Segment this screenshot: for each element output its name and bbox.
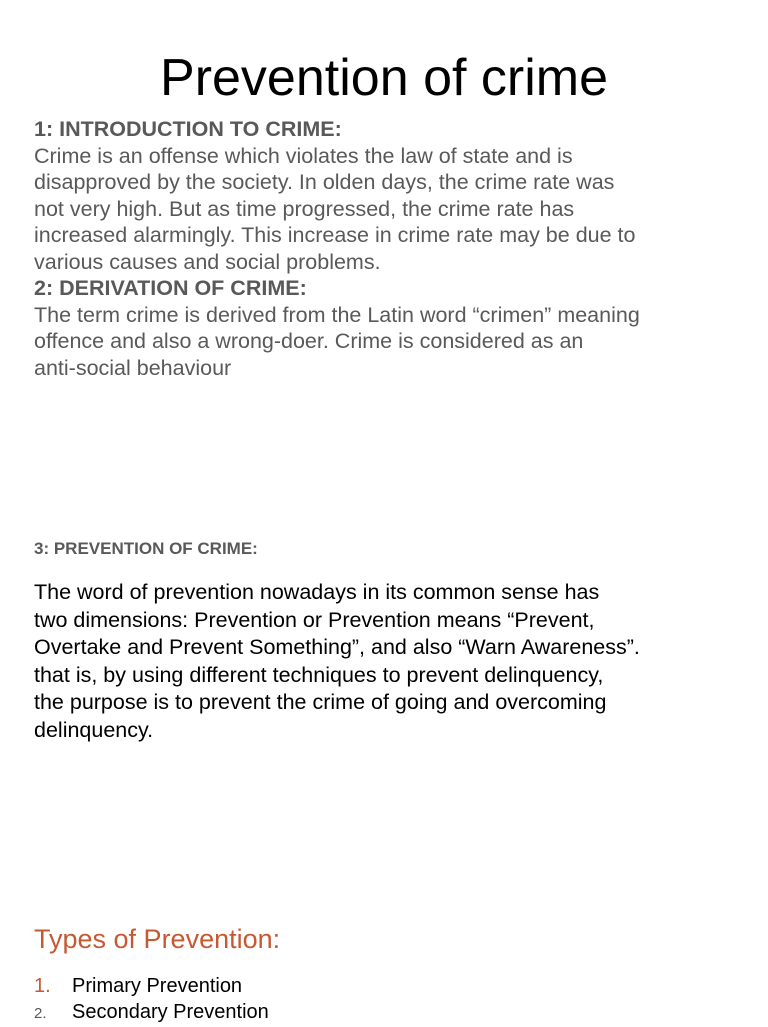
section1-heading: 1: INTRODUCTION TO CRIME:	[34, 117, 342, 141]
section2-line: anti-social behaviour	[34, 355, 232, 380]
section3-line: that is, by using different techniques to prevent delinquency,	[34, 662, 604, 687]
section3-line: the purpose is to prevent the crime of going and overcoming	[34, 690, 607, 714]
section1-line: not very high. But as time progressed, the crime rate has	[34, 196, 575, 221]
intro-sections	[34, 116, 754, 381]
section2-line: offence and also a wrong-doer. Crime is considered as an	[34, 329, 584, 353]
section3-line: two dimensions: Prevention or Prevention means “Prevent,	[34, 607, 595, 632]
list-item	[34, 973, 269, 999]
list-number: 2.	[34, 1005, 47, 1022]
types-list	[34, 973, 269, 1027]
types-heading: Types of Prevention:	[34, 924, 281, 954]
section2-heading: 2: DERIVATION OF CRIME:	[34, 276, 307, 300]
section3-body	[34, 579, 734, 744]
list-number: 1.	[34, 975, 51, 997]
section3-line: Overtake and Prevent Something”, and also “Warn Awareness”.	[34, 635, 640, 659]
section1-line: various causes and social problems.	[34, 249, 381, 274]
section1-line: Crime is an offense which violates the law of state and is	[34, 143, 573, 168]
section3-line: delinquency.	[34, 717, 154, 742]
list-item	[34, 999, 269, 1027]
section3-line: The word of prevention nowadays in its common sense has	[34, 580, 600, 604]
section1-line: increased alarmingly. This increase in crime rate may be due to	[34, 223, 636, 247]
section3-heading: 3: PREVENTION OF CRIME:	[34, 539, 258, 558]
list-item-label: Secondary Prevention	[72, 1001, 269, 1023]
section2-line: The term crime is derived from the Latin word “crimen” meaning	[34, 302, 640, 327]
list-item-label: Primary Prevention	[72, 975, 243, 997]
section1-line: disapproved by the society. In olden days, the crime rate was	[34, 170, 615, 194]
page-title: Prevention of crime	[160, 49, 608, 107]
